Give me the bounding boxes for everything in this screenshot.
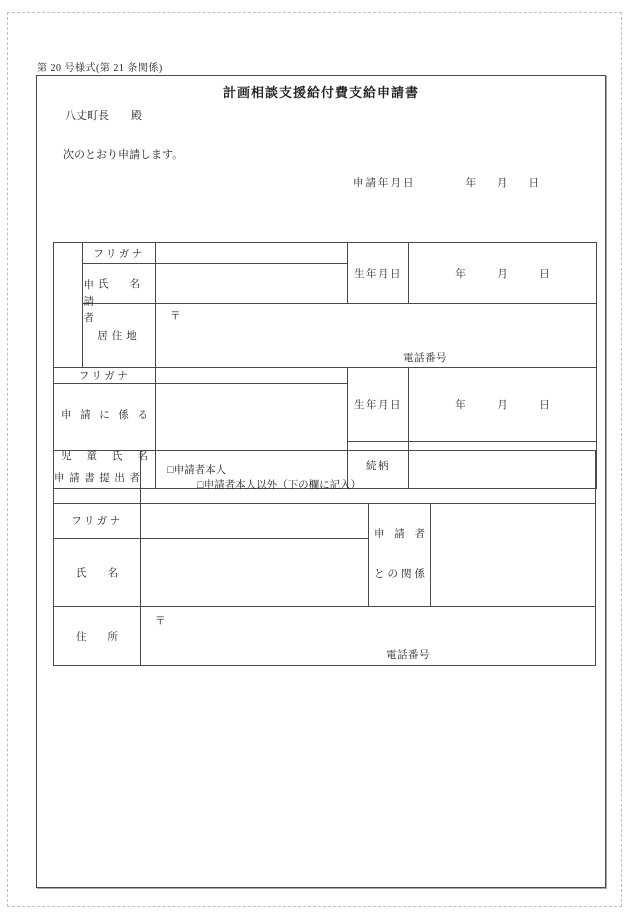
submitter-address-label: 住 所 (54, 607, 141, 666)
checkbox-option-other: □申請者本人以外（下の欄に記入） (197, 480, 362, 491)
applicant-vertical-label (54, 243, 94, 368)
child-name-label-line1: 申請に係る (61, 410, 148, 421)
submitter-table (53, 450, 596, 666)
child-furigana-label: フリガナ (54, 368, 156, 384)
postal-mark: 〒 (170, 311, 181, 322)
relation-to-applicant-field (431, 504, 596, 607)
form-title: 計画相談支援給付費支給申請書 (222, 85, 419, 100)
applicant-furigana-label: フリガナ (83, 243, 156, 264)
phone-number-label: 電話番号 (386, 650, 430, 661)
relation-to-applicant-label-line1: 申請者 (374, 529, 425, 540)
submitter-furigana-label: フリガナ (54, 504, 141, 539)
phone-number-label: 電話番号 (403, 353, 447, 364)
submitter-label: 申請書提出者 (54, 451, 141, 504)
child-furigana-field (156, 368, 348, 384)
applicant-furigana-field (156, 243, 348, 264)
applicant-birthdate-value: 年 月 日 (409, 243, 597, 304)
applicant-vertical-label-text: 申請者 (82, 278, 94, 329)
submitter-furigana-field (141, 504, 369, 539)
postal-mark: 〒 (155, 616, 166, 627)
application-date-value: 年 月 日 (465, 178, 539, 189)
submitter-name-label: 氏 名 (54, 538, 141, 606)
intro-text: 次のとおり申請します。 (63, 149, 184, 161)
child-birthdate-value: 年 月 日 (409, 368, 597, 442)
application-date-row (353, 175, 539, 190)
submitter-name-field (141, 538, 369, 606)
checkbox-option-self: □申請者本人 (167, 465, 227, 476)
form-number-label: 第 20 号様式(第 21 条関係) (37, 59, 163, 76)
applicant-name-label: 氏 名 (83, 264, 156, 304)
submitter-options-row (141, 451, 596, 504)
applicant-residence-field (156, 304, 597, 368)
addressee-line: 八丈町長 殿 (65, 110, 142, 122)
application-form (36, 75, 606, 888)
child-relation-label: 続柄 (348, 442, 409, 489)
child-name-label-line2: 児童氏名 (61, 451, 148, 462)
relation-to-applicant-label-line2: との関係 (374, 569, 425, 580)
application-date-label: 申請年月日 (353, 178, 416, 189)
applicant-birthdate-label: 生年月日 (348, 243, 409, 304)
applicant-residence-label: 居住地 (83, 304, 156, 368)
relation-to-applicant-label (369, 504, 431, 607)
child-birthdate-label: 生年月日 (348, 368, 409, 442)
submitter-address-field (141, 607, 596, 666)
applicant-name-field (156, 264, 348, 304)
